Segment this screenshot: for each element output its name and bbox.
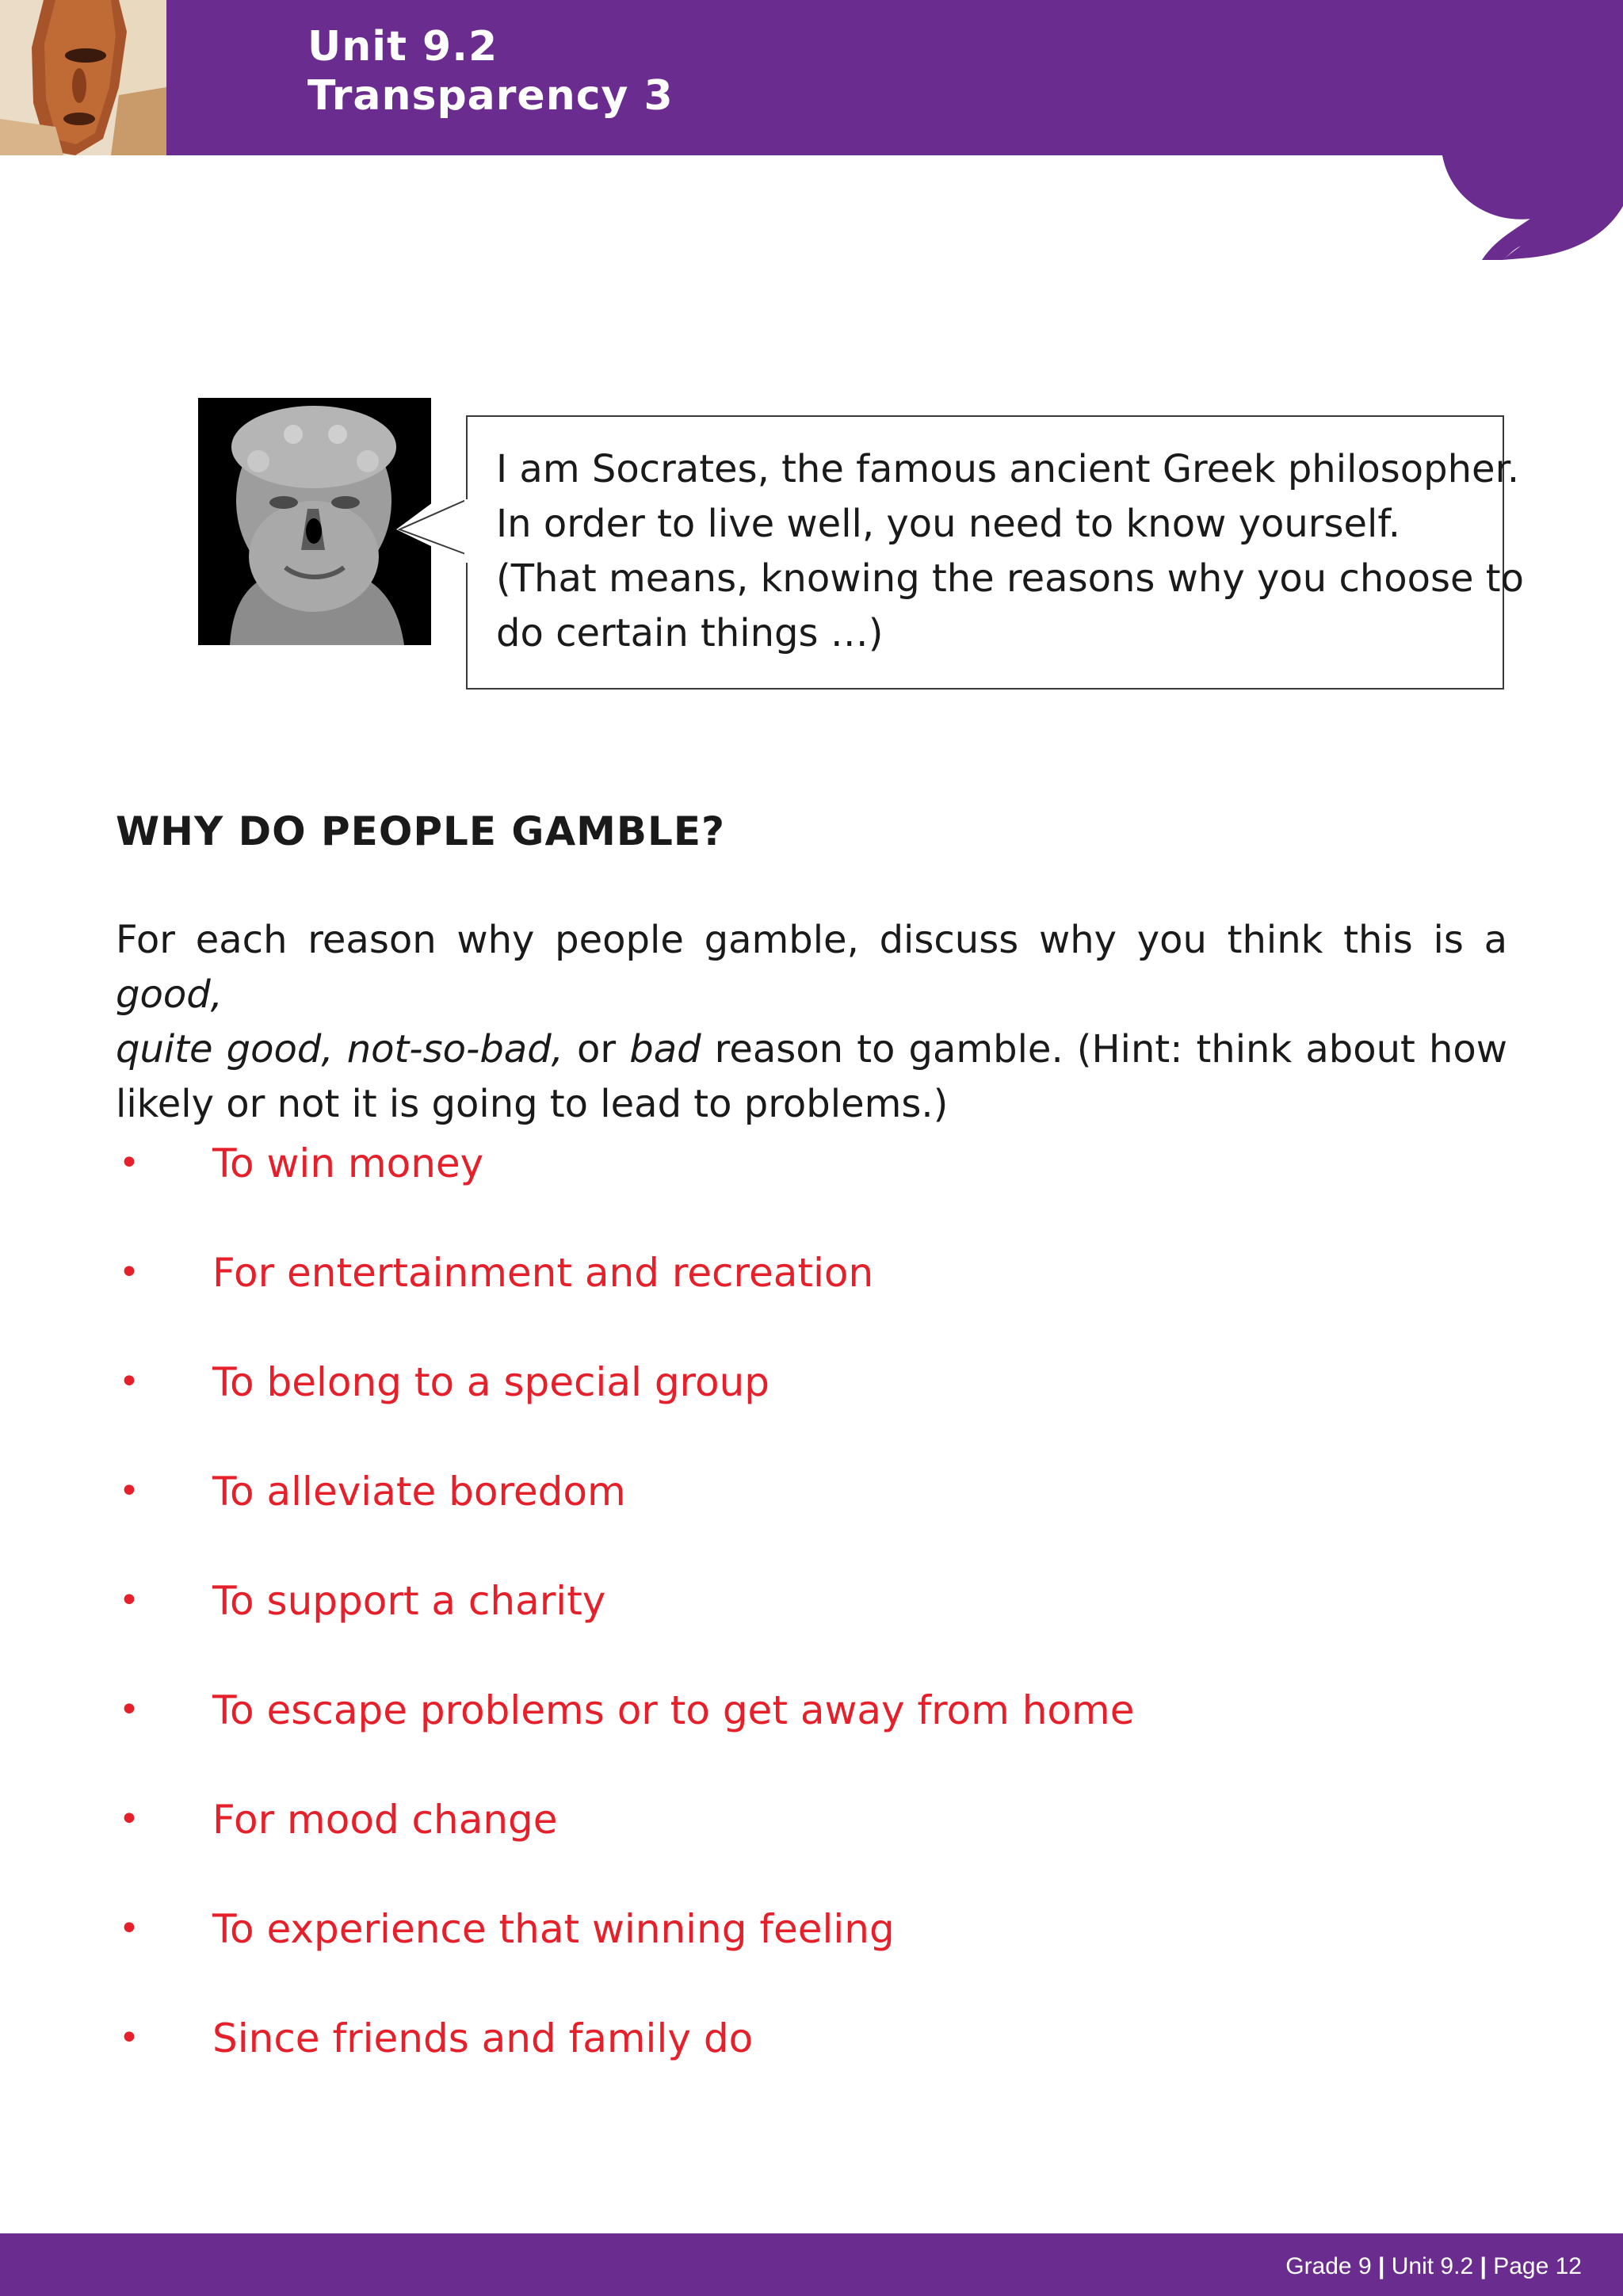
list-item <box>116 1901 1463 2010</box>
transparency-title: Transparency 3 <box>307 72 674 120</box>
bubble-gap-cover <box>464 499 469 563</box>
instr-text: or <box>563 1027 630 1072</box>
reason-text: For entertainment and recreation <box>212 1250 874 1296</box>
quote-line: In order to live well, you need to know yourself. <box>496 502 1401 546</box>
list-item <box>116 1463 1463 1572</box>
footer-separator: | <box>1480 2253 1487 2279</box>
list-item <box>116 2010 1463 2119</box>
socrates-quote <box>496 442 1524 661</box>
bullet-icon: • <box>119 1362 139 1402</box>
list-item <box>116 1572 1463 1682</box>
instructions-line-3: likely or not it is going to lead to problems.) <box>116 1082 949 1126</box>
instructions-paragraph <box>116 913 1507 1132</box>
page-title <box>307 22 674 120</box>
footer-unit: Unit 9.2 <box>1391 2253 1474 2279</box>
bullet-icon: • <box>119 1690 139 1730</box>
unit-nine-numeral <box>1426 0 1623 269</box>
reason-text: To escape problems or to get away from home <box>212 1687 1135 1733</box>
bullet-icon: • <box>119 1580 139 1621</box>
bullet-icon: • <box>119 1143 139 1183</box>
instr-emphasis: good, <box>116 972 223 1017</box>
page-footer <box>1285 2252 1582 2281</box>
african-mask-photo <box>0 0 166 155</box>
footer-page: Page 12 <box>1493 2253 1582 2279</box>
instructions-line-2 <box>116 1022 1507 1077</box>
reason-text: To belong to a special group <box>212 1359 770 1405</box>
instr-text: For each reason why people gamble, discuss why you think this is a <box>116 918 1507 962</box>
list-item <box>116 1244 1463 1354</box>
list-item <box>116 1135 1463 1244</box>
instr-emphasis: bad <box>629 1027 701 1072</box>
header-bar <box>0 0 1426 155</box>
instructions-line-1 <box>116 913 1507 1022</box>
reason-text: Since friends and family do <box>212 2015 754 2061</box>
bullet-icon: • <box>119 2018 139 2058</box>
reason-text: To support a charity <box>212 1578 606 1624</box>
bullet-icon: • <box>119 1799 139 1839</box>
bullet-icon: • <box>119 1908 139 1949</box>
footer-separator: | <box>1377 2253 1385 2279</box>
unit-title: Unit 9.2 <box>307 23 498 71</box>
quote-line: (That means, knowing the reasons why you choose to <box>496 556 1524 601</box>
list-item <box>116 1354 1463 1463</box>
quote-line: I am Socrates, the famous ancient Greek philosopher. <box>496 447 1520 491</box>
reason-text: To experience that winning feeling <box>212 1906 895 1952</box>
reason-text: For mood change <box>212 1797 558 1843</box>
section-heading: WHY DO PEOPLE GAMBLE? <box>116 808 726 854</box>
bullet-icon: • <box>119 1471 139 1511</box>
quote-line: do certain things …) <box>496 611 884 655</box>
list-item <box>116 1682 1463 1791</box>
footer-grade: Grade 9 <box>1285 2253 1372 2279</box>
list-item <box>116 1791 1463 1901</box>
instr-text: reason to gamble. (Hint: think about how <box>701 1027 1507 1072</box>
reasons-list <box>116 1135 1463 2119</box>
reason-text: To alleviate boredom <box>212 1469 626 1515</box>
instr-emphasis: quite good, not-so-bad, <box>116 1027 563 1072</box>
mask-illustration <box>0 0 166 155</box>
reason-text: To win money <box>212 1140 484 1186</box>
bullet-icon: • <box>119 1252 139 1293</box>
speech-bubble-pointer <box>396 476 469 571</box>
